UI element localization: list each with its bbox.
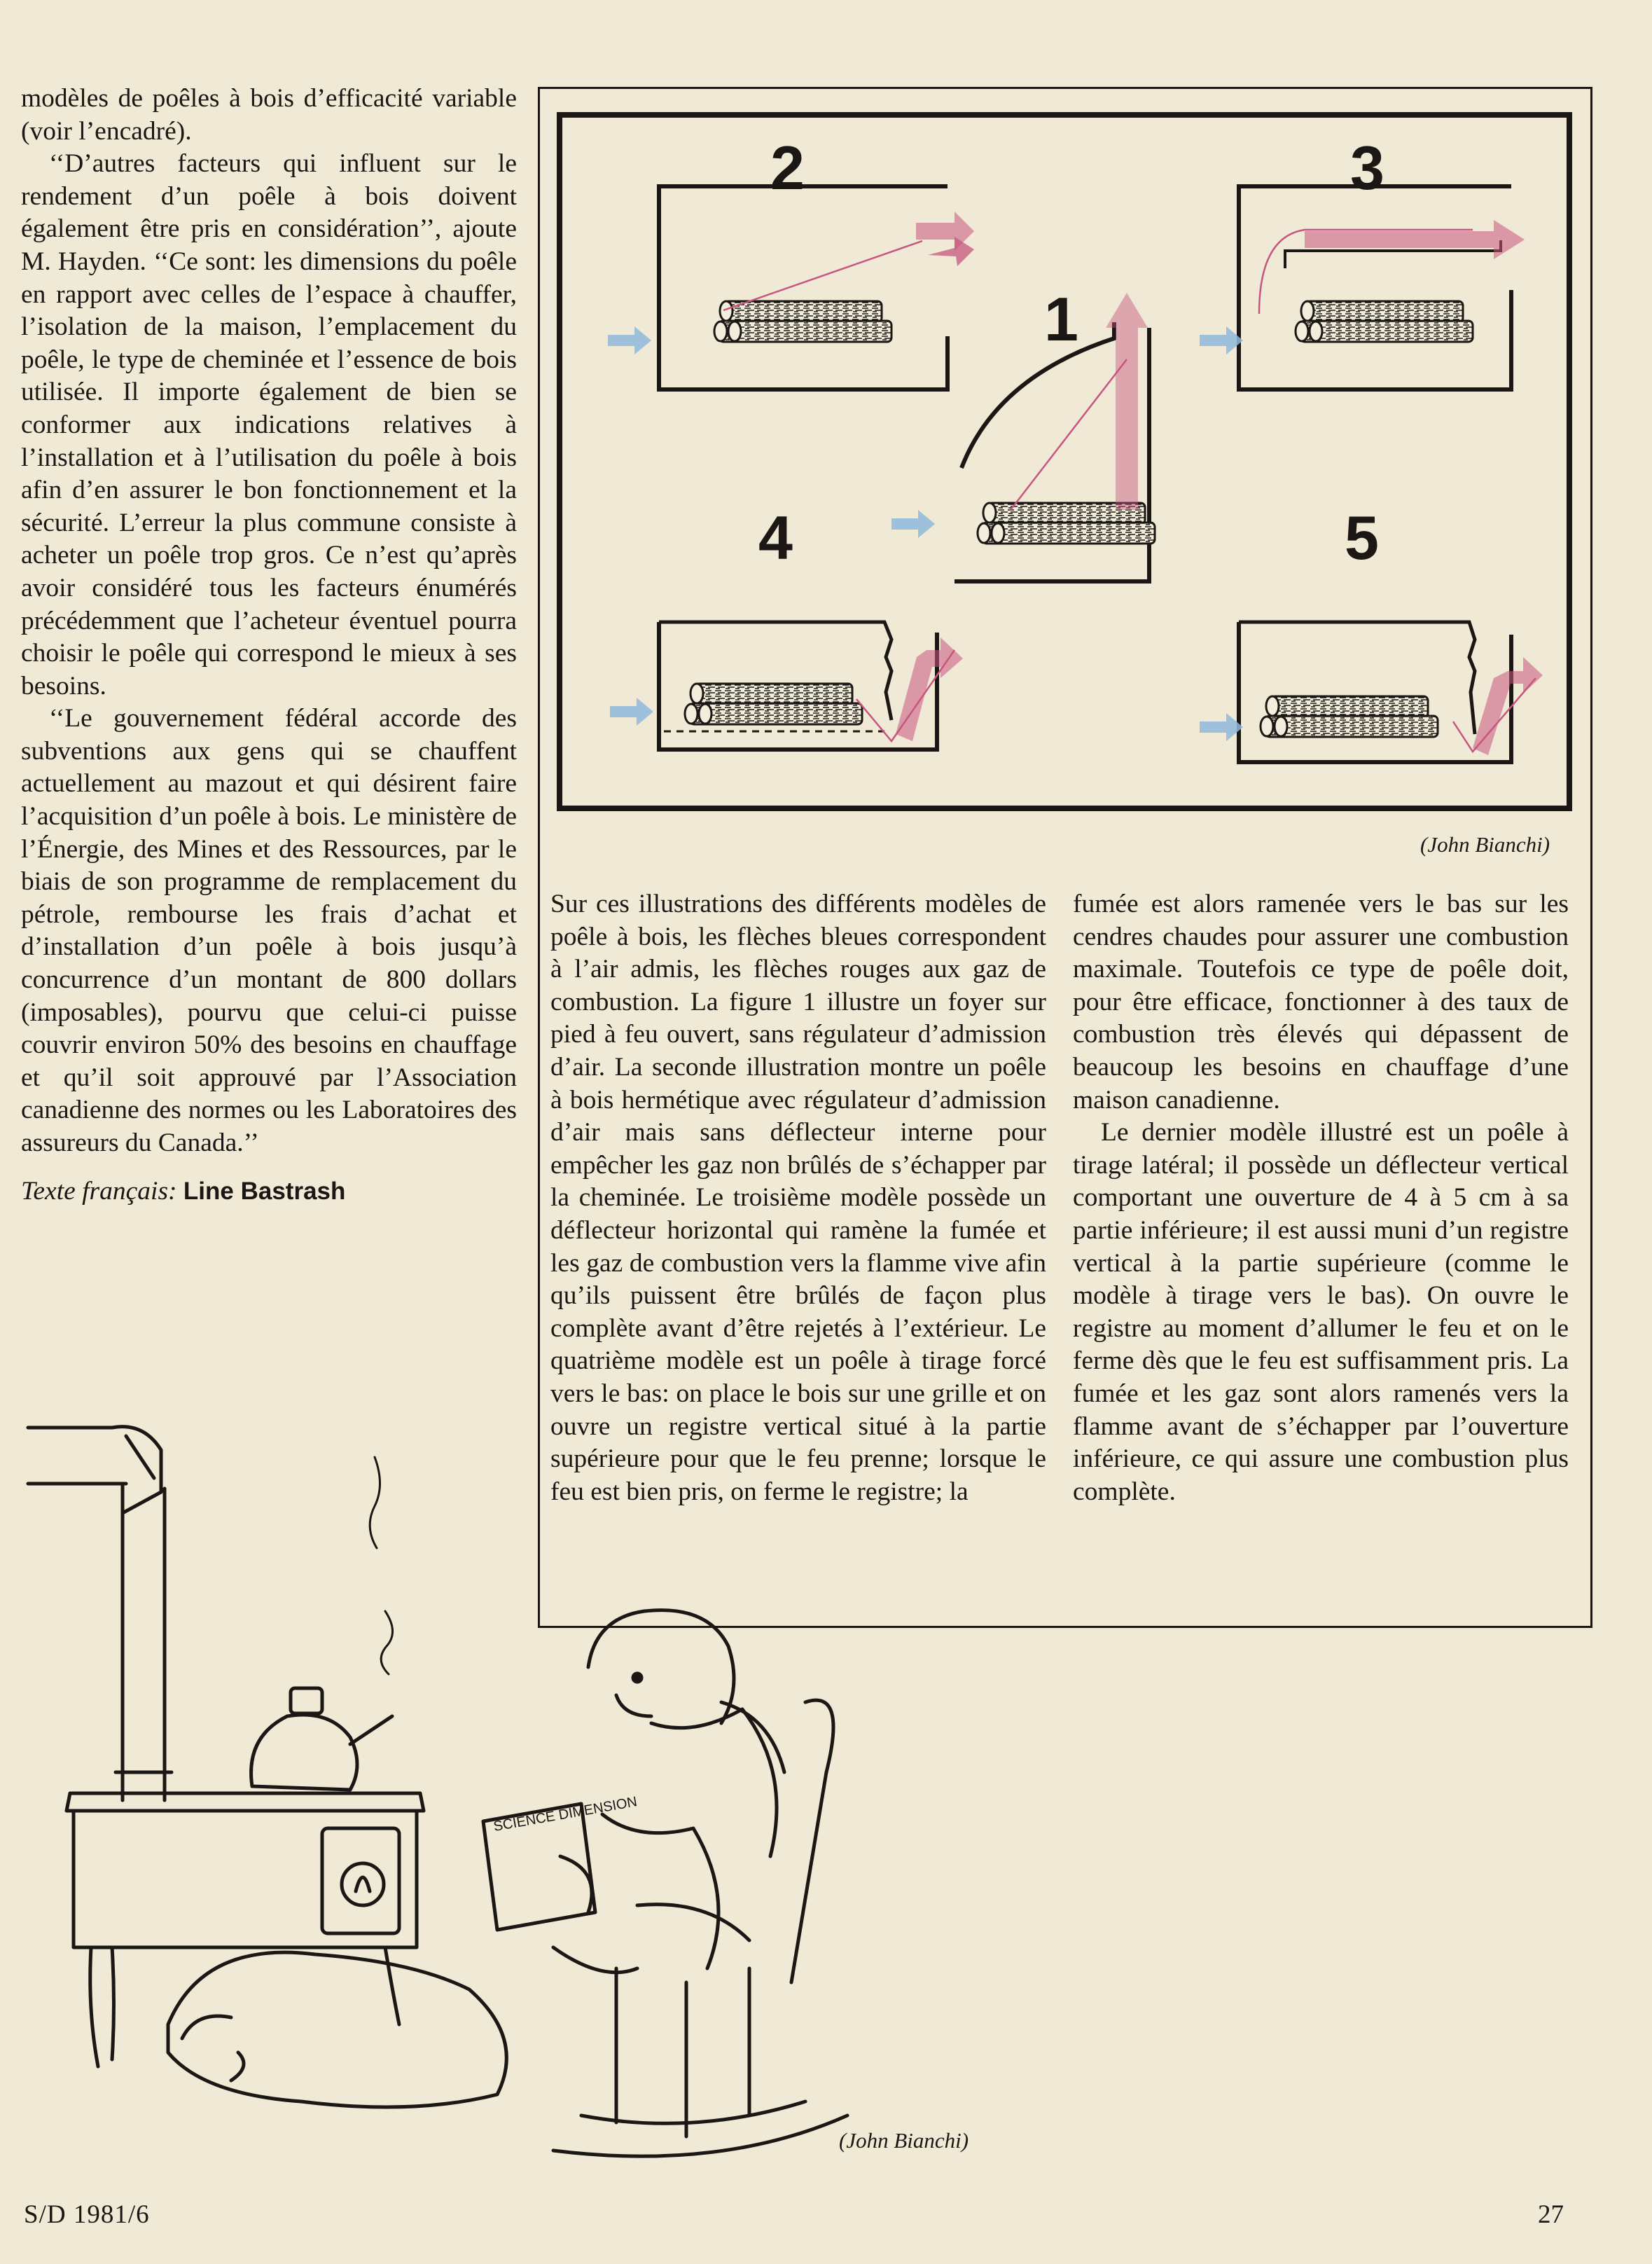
stove-3 [1200, 186, 1525, 389]
diagram-label-1: 1 [1044, 284, 1078, 354]
translation-label: Texte français: [21, 1176, 177, 1206]
diagram-label-4: 4 [758, 503, 793, 572]
article-column [21, 83, 517, 1208]
stove-4 [610, 622, 963, 750]
page-number: 27 [1538, 2200, 1564, 2229]
caption-paragraph: fumée est alors ramenée vers le bas sur les cendres chaudes pour assurer une combustion maximale. Toutefois ce type de poêle doit, pour être efficace, fonctionner à des taux de combustion très élevés qui dépassent de beaucoup les besoins en chauffage d’une maison canadienne. [1073, 890, 1569, 1114]
diagram-label-2: 2 [770, 133, 805, 202]
diagram-label-3: 3 [1350, 133, 1384, 202]
caption-paragraph: Sur ces illustrations des différents modèles de poêle à bois, les flèches bleues correspondent à l’air admis, les flèches rouges aux gaz de combustion. La figure 1 illustre un foyer sur pied à feu ouvert, sans régulateur d’admission d’air. La seconde illustration montre un poêle à bois hermétique avec régulateur d’admission d’air mais sans déflecteur interne pour empêcher les gaz non brûlés de s’échapper par la cheminée. Le troisième modèle possède un déflecteur horizontal qui ramène la fumée et les gaz de combustion vers la flamme vive afin qu’ils puissent être brûlés de façon plus complète avant d’être rejetés à l’extérieur. Le quatrième modèle est un poêle à tirage forcé vers le bas: on place le bois sur une grille et on ouvre un registre vertical situé à la partie supérieure pour que le feu prenne; lorsque le feu est bien pris, on ferme le registre; la [550, 890, 1046, 1506]
diagram-credit: (John Bianchi) [1420, 832, 1550, 857]
stove-1 [891, 293, 1155, 581]
stove-diagram [557, 112, 1572, 811]
caption-right [1073, 888, 1569, 1508]
stove-diagram-svg [562, 118, 1567, 806]
article-paragraph: ‘‘D’autres facteurs qui influent sur le rendement d’un poêle à bois doivent également être pris en considération’’, ajoute M. Hayden. ‘‘Ce sont: les dimensions du poêle en rapport avec celles de l’espace à chauffer, l’isolation de la maison, l’emplacement du poêle, le type de cheminée et l’essence de bois utilisée. Il importe également de bien se conformer aux indications relatives à l’installation et à l’utilisation du poêle à bois afin d’en assurer le bon fonctionnement et la sécurité. L’erreur la plus commune consiste à acheter un poêle trop gros. Ce n’est qu’après avoir considéré tous les facteurs énumérés précédemment que l’acheteur éventuel pourra choisir le poêle qui correspond le mieux à ses besoins. [21, 149, 517, 700]
diagram-label-5: 5 [1345, 503, 1379, 572]
article-paragraph: ‘‘Le gouvernement fédéral accorde des subventions aux gens qui se chauffent actuellement au mazout et qui désirent faire l’acquisition d’un poêle à bois. Le ministère de l’Énergie, des Mines et des Ressources, par le biais de son programme de remplacement du pétrole, rembourse les frais d’achat et d’installation d’un poêle à bois jusqu’à concurrence d’un montant de 800 dollars (imposables), pourvu que celui-ci puisse couvrir environ 50% des besoins en chauffage et qu’il soit approuvé par l’Association canadienne des normes ou les Laboratoires des assureurs du Canada.’’ [21, 704, 517, 1157]
cartoon-illustration [21, 1408, 1029, 2179]
stove-5 [1200, 622, 1543, 762]
stove-2 [608, 186, 974, 389]
magazine-title: SCIENCE DIMENSION [492, 1794, 639, 1835]
issue-label: S/D 1981/6 [24, 2200, 150, 2229]
caption-paragraph: Le dernier modèle illustré est un poêle à tirage latéral; il possède un déflecteur vertical comportant une ouverture de 4 à 5 cm à sa partie inférieure; il est aussi muni d’un registre vertical à la partie supérieure (comme le modèle à tirage vers le bas). On ouvre le registre au moment d’allumer le feu et on le ferme dès que le feu est suffisamment pris. La fumée et les gaz sont alors ramenés vers la flamme avant de s’échapper par l’ouverture inférieure, ce qui assure une combustion plus complète. [1073, 1118, 1569, 1506]
article-paragraph: modèles de poêles à bois d’efficacité variable (voir l’encadré). [21, 84, 517, 146]
cartoon-credit: (John Bianchi) [839, 2128, 969, 2153]
translation-credit [21, 1175, 517, 1208]
cartoon-svg [21, 1408, 1029, 2179]
translator-name: Line Bastrash [183, 1177, 346, 1205]
